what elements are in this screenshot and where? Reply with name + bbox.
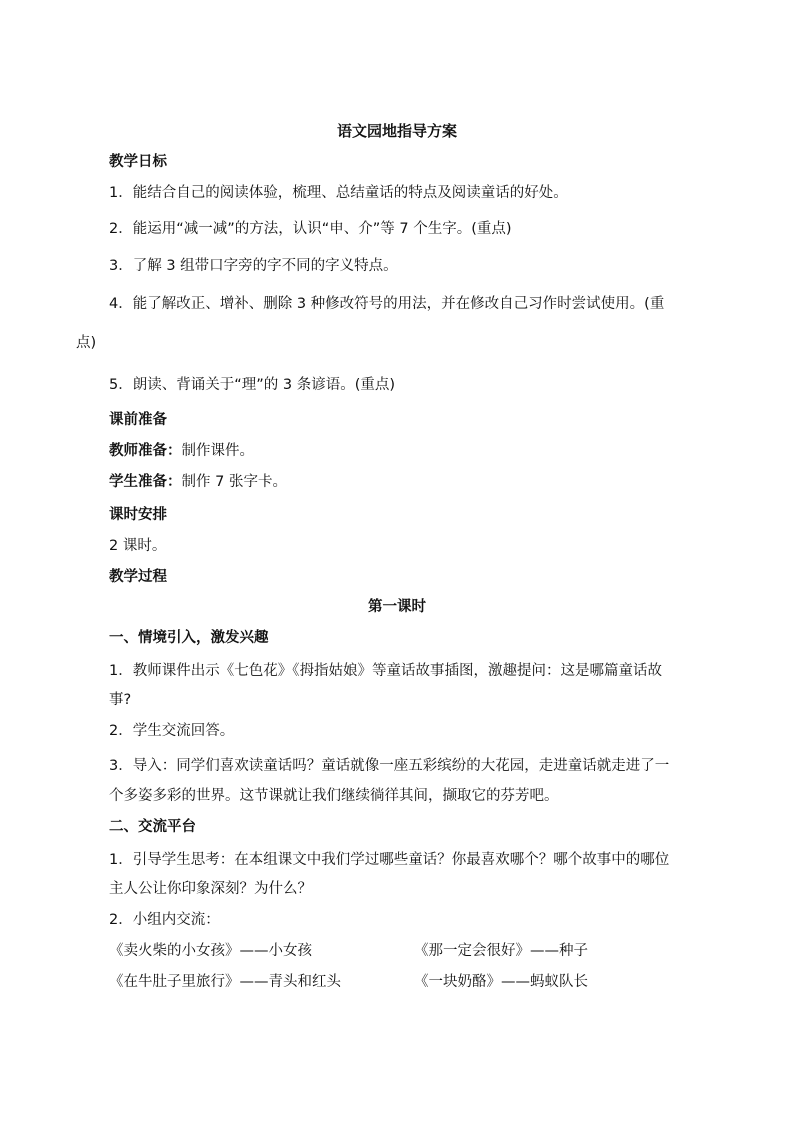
prep-heading: 课前准备: [109, 412, 167, 428]
section-1-heading: 一、情境引入，激发兴趣: [109, 630, 269, 646]
teacher-prep-text: 制作课件。: [181, 443, 254, 459]
lesson-1-heading: 第一课时: [368, 599, 426, 615]
s2-item-2: 2．小组内交流：: [109, 912, 220, 928]
objective-4-line-2: 点): [76, 335, 97, 351]
s2-item-1-line-2: 主人公让你印象深刻？为什么？: [109, 881, 312, 897]
pair-1-left: 《卖火柴的小女孩》——小女孩: [109, 943, 312, 959]
process-heading: 教学过程: [109, 569, 167, 585]
objective-1: 1．能结合自己的阅读体验，梳理、总结童话的特点及阅读童话的好处。: [109, 185, 568, 201]
schedule-heading: 课时安排: [109, 507, 167, 523]
pair-2-right: 《一块奶酪》——蚂蚁队长: [414, 974, 588, 990]
student-prep-text: 制作 7 张字卡。: [181, 474, 287, 490]
s1-item-1-line-1: 1．教师课件出示《七色花》《拇指姑娘》等童话故事插图，激趣提问：这是哪篇童话故: [109, 663, 662, 679]
student-prep-label: 学生准备：: [109, 474, 182, 490]
pair-2-left: 《在牛肚子里旅行》——青头和红头: [109, 974, 341, 990]
s2-item-1-line-1: 1．引导学生思考：在本组课文中我们学过哪些童话？你最喜欢哪个？哪个故事中的哪位: [109, 852, 670, 868]
s1-item-1-line-2: 事?: [109, 692, 132, 708]
section-2-heading: 二、交流平台: [109, 819, 196, 835]
teacher-prep-label: 教师准备：: [109, 443, 182, 459]
objective-5: 5．朗读、背诵关于“理”的 3 条谚语。(重点): [109, 377, 396, 393]
s1-item-3-line-1: 3．导入：同学们喜欢读童话吗？童话就像一座五彩缤纷的大花园，走进童话就走进了一: [109, 758, 670, 774]
objectives-heading: 教学日标: [109, 154, 167, 170]
objective-3: 3．了解 3 组带口字旁的字不同的字义特点。: [109, 258, 398, 274]
pair-1-right: 《那一定会很好》——种子: [414, 943, 588, 959]
document-title: 语文园地指导方案: [336, 122, 457, 140]
s1-item-2: 2．学生交流回答。: [109, 723, 235, 739]
teacher-prep: [109, 441, 254, 461]
schedule-text: 2 课时。: [109, 538, 167, 554]
student-prep: [109, 472, 287, 492]
objective-2: 2．能运用“减一减”的方法，认识“申、介”等 7 个生字。(重点): [109, 221, 512, 237]
s1-item-3-line-2: 个多姿多彩的世界。这节课就让我们继续徜徉其间，撷取它的芬芳吧。: [109, 788, 559, 804]
objective-4-line-1: 4．能了解改正、增补、删除 3 种修改符号的用法，并在修改自己习作时尝试使用。(重: [109, 296, 665, 312]
